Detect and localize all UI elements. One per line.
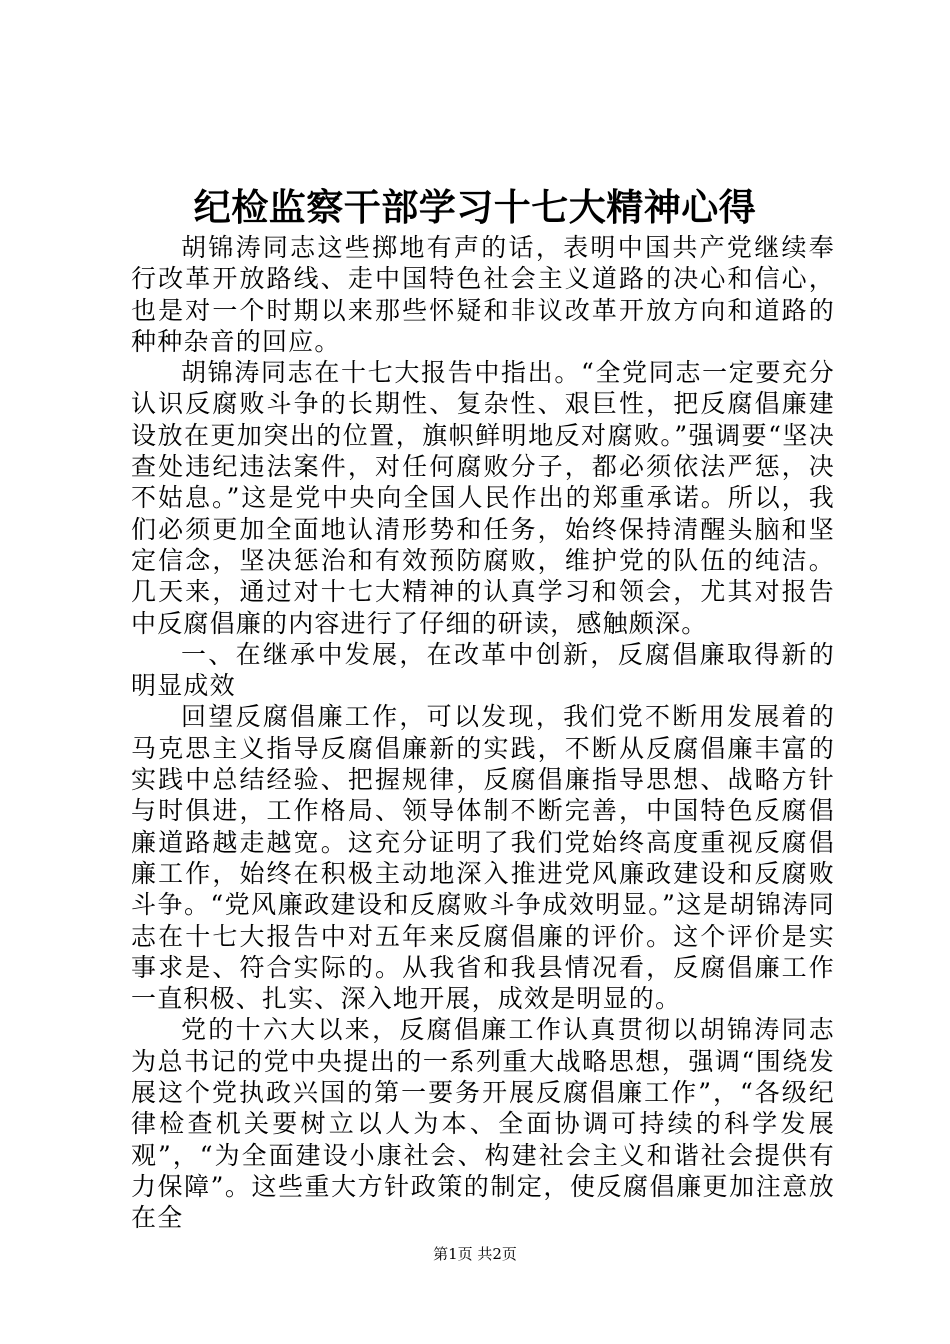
document-title: 纪检监察干部学习十七大精神心得 [193,185,757,229]
document-body [131,232,835,1234]
paragraph: 党的十六大以来，反腐倡廉工作认真贯彻以胡锦涛同志为总书记的党中央提出的一系列重大战略思想，强调“围绕发展这个党执政兴国的第一要务开展反腐倡廉工作”，“各级纪律检查机关要树立以人为本、全面协调可持续的科学发展观”，“为全面建设小康社会、构建社会主义和谐社会提供有力保障”。这些重大方针政策的制定，使反腐倡廉更加注意放在全 [131,1015,835,1233]
paragraph: 胡锦涛同志在十七大报告中指出。“全党同志一定要充分认识反腐败斗争的长期性、复杂性、艰巨性，把反腐倡廉建设放在更加突出的位置，旗帜鲜明地反对腐败。”强调要“坚决查处违纪违法案件，对任何腐败分子，都必须依法严惩，决不姑息。”这是党中央向全国人民作出的郑重承诺。所以，我们必须更加全面地认清形势和任务，始终保持清醒头脑和坚定信念，坚决惩治和有效预防腐败，维护党的队伍的纯洁。几天来，通过对十七大精神的认真学习和领会，尤其对报告中反腐倡廉的内容进行了仔细的研读，感触颇深。 [131,358,835,638]
paragraph: 胡锦涛同志这些掷地有声的话，表明中国共产党继续奉行改革开放路线、走中国特色社会主义道路的决心和信心，也是对一个时期以来那些怀疑和非议改革开放方向和道路的种种杂音的回应。 [131,233,835,356]
paragraph: 回望反腐倡廉工作，可以发现，我们党不断用发展着的马克思主义指导反腐倡廉新的实践，不断从反腐倡廉丰富的实践中总结经验、把握规律，反腐倡廉指导思想、战略方针与时俱进，工作格局、领导体制不断完善，中国特色反腐倡廉道路越走越宽。这充分证明了我们党始终高度重视反腐倡廉工作，始终在积极主动地深入推进党风廉政建设和反腐败斗争。“党风廉政建设和反腐败斗争成效明显。”这是胡锦涛同志在十七大报告中对五年来反腐倡廉的评价。这个评价是实事求是、符合实际的。从我省和我县情况看，反腐倡廉工作一直积极、扎实、深入地开展，成效是明显的。 [131,702,835,1014]
page-number-footer: 第1页 共2页 [433,1245,517,1263]
section-heading: 一、在继承中发展，在改革中创新，反腐倡廉取得新的明显成效 [131,639,835,701]
